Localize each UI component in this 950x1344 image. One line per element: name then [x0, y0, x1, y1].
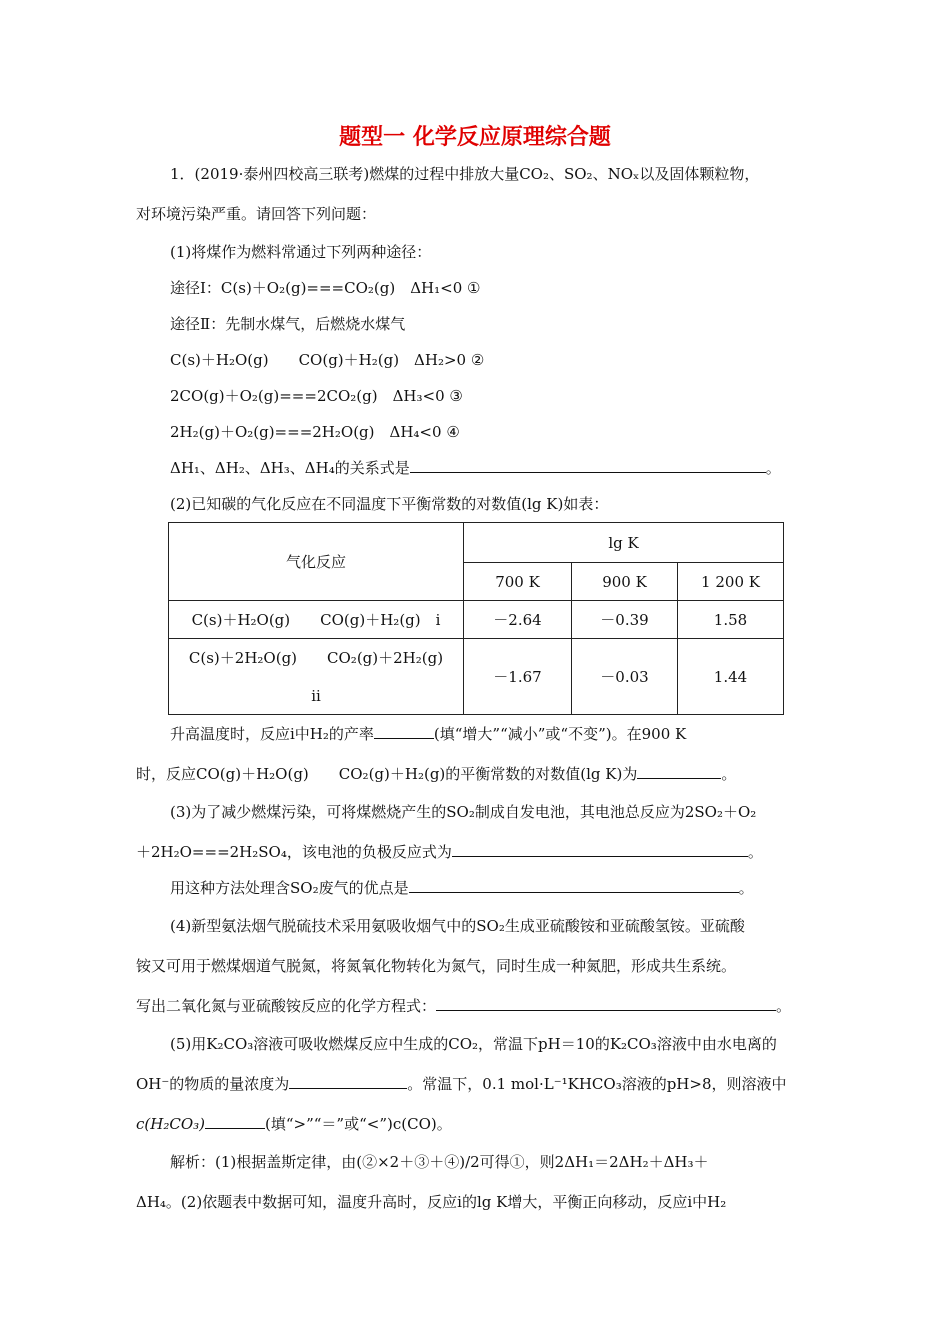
- text-span: 时，反应CO(g)＋H₂O(g) CO₂(g)＋H₂(g)的平衡常数的对数值(lg K)为: [136, 765, 638, 783]
- part-1-intro: (1)将煤作为燃料常通过下列两种途径：: [170, 243, 432, 261]
- answer-blank-anode[interactable]: [452, 842, 748, 857]
- answer-blank-compare[interactable]: [205, 1114, 265, 1129]
- part-2-question-line-2: [136, 764, 736, 784]
- reaction-ii-equation: C(s)＋2H₂O(g) CO₂(g)＋2H₂(g): [188, 648, 444, 667]
- answer-blank-concentration[interactable]: [289, 1074, 407, 1089]
- part-3-line-3: [170, 878, 754, 898]
- part-4-line-2: 铵又可用于燃煤烟道气脱氮，将氮氧化物转化为氮气，同时生成一种氮肥，形成共生系统。: [136, 957, 737, 975]
- analysis-line-2: ΔH₄。(2)依题表中数据可知，温度升高时，反应i的lg K增大，平衡正向移动，反应i中H₂: [136, 1193, 727, 1211]
- part-5-line-3: [136, 1114, 452, 1134]
- reaction-ii-tag: ii: [311, 686, 321, 705]
- table-header-temp: 700 K: [464, 563, 572, 601]
- part-2-intro: (2)已知碳的气化反应在不同温度下平衡常数的对数值(lg K)如表：: [170, 495, 609, 513]
- table-cell-value: －2.64: [464, 601, 572, 639]
- table-cell-value: －0.39: [572, 601, 678, 639]
- lgk-table: [168, 522, 784, 715]
- text-span: (填“>”“＝”或“<”)c(CO)。: [265, 1115, 452, 1133]
- end-mark: 。: [765, 459, 781, 477]
- part-2-question-line-1: [170, 724, 686, 744]
- table-header-temp: 900 K: [572, 563, 678, 601]
- end-mark: 。: [738, 879, 754, 897]
- question-1-line-1: 1．(2019·泰州四校高三联考)燃煤的过程中排放大量CO₂、SO₂、NOₓ以及固体颗粒物，: [170, 165, 760, 183]
- analysis-line-1: 解析：(1)根据盖斯定律，由(②×2＋③＋④)/2可得①，则2ΔH₁＝2ΔH₂＋ΔH₃＋: [170, 1153, 709, 1171]
- table-row: [169, 639, 784, 715]
- answer-blank-advantage[interactable]: [409, 878, 739, 893]
- question-1-line-2: 对环境污染严重。请回答下列问题：: [136, 205, 377, 223]
- relation-prefix: ΔH₁、ΔH₂、ΔH₃、ΔH₄的关系式是: [170, 459, 410, 477]
- table-cell-value: 1.44: [678, 639, 784, 715]
- text-span: 。常温下，0.1 mol·L⁻¹KHCO₃溶液的pH>8，则溶液中: [407, 1075, 787, 1093]
- equation-2: C(s)＋H₂O(g) CO(g)＋H₂(g) ΔH₂>0 ②: [170, 351, 485, 369]
- table-row: [169, 601, 784, 639]
- part-3-line-2: [136, 842, 763, 862]
- table-header-lgk: lg K: [464, 523, 784, 563]
- table-cell-value: 1.58: [678, 601, 784, 639]
- text-span: (填“增大”“减小”或“不变”)。在900 K: [433, 725, 687, 743]
- text-span: 用这种方法处理含SO₂废气的优点是: [170, 879, 409, 897]
- table-header-temp: 1 200 K: [678, 563, 784, 601]
- end-mark: 。: [747, 843, 763, 861]
- text-span: OH⁻的物质的量浓度为: [136, 1075, 290, 1093]
- text-span: c(H₂CO₃): [136, 1115, 205, 1133]
- table-cell-value: －0.03: [572, 639, 678, 715]
- table-cell-reaction: [169, 639, 464, 715]
- equation-3: 2CO(g)＋O₂(g)===2CO₂(g) ΔH₃<0 ③: [170, 387, 463, 405]
- text-span: 写出二氧化氮与亚硫酸铵反应的化学方程式：: [136, 997, 437, 1015]
- path-2-description: 途径Ⅱ：先制水煤气，后燃烧水煤气: [170, 315, 406, 333]
- relation-question: [170, 458, 781, 478]
- table-cell-value: －1.67: [464, 639, 572, 715]
- text-span: ＋2H₂O===2H₂SO₄，该电池的负极反应式为: [136, 843, 452, 861]
- path-1-equation: 途径Ⅰ：C(s)＋O₂(g)===CO₂(g) ΔH₁<0 ①: [170, 279, 481, 297]
- part-4-line-3: [136, 996, 791, 1016]
- answer-blank-lgk[interactable]: [637, 764, 721, 779]
- part-4-line-1: (4)新型氨法烟气脱硫技术采用氨吸收烟气中的SO₂生成亚硫酸铵和亚硫酸氢铵。亚硫酸: [170, 917, 745, 935]
- answer-blank-yield[interactable]: [374, 724, 434, 739]
- text-span: 升高温度时，反应i中H₂的产率: [170, 725, 374, 743]
- end-mark: 。: [721, 765, 737, 783]
- answer-blank-relation[interactable]: [410, 458, 766, 473]
- part-3-line-1: (3)为了减少燃煤污染，可将煤燃烧产生的SO₂制成自发电池，其电池总反应为2SO₂＋O₂: [170, 803, 757, 821]
- page-title: 题型一 化学反应原理综合题: [339, 125, 611, 150]
- end-mark: 。: [776, 997, 792, 1015]
- part-5-line-1: (5)用K₂CO₃溶液可吸收燃煤反应中生成的CO₂，常温下pH＝10的K₂CO₃溶液中由水电离的: [170, 1035, 777, 1053]
- part-5-line-2: [136, 1074, 787, 1094]
- table-cell-reaction: C(s)＋H₂O(g) CO(g)＋H₂(g) i: [169, 601, 464, 639]
- answer-blank-equation[interactable]: [436, 996, 776, 1011]
- equation-4: 2H₂(g)＋O₂(g)===2H₂O(g) ΔH₄<0 ④: [170, 423, 460, 441]
- table-header-reaction: 气化反应: [169, 523, 464, 601]
